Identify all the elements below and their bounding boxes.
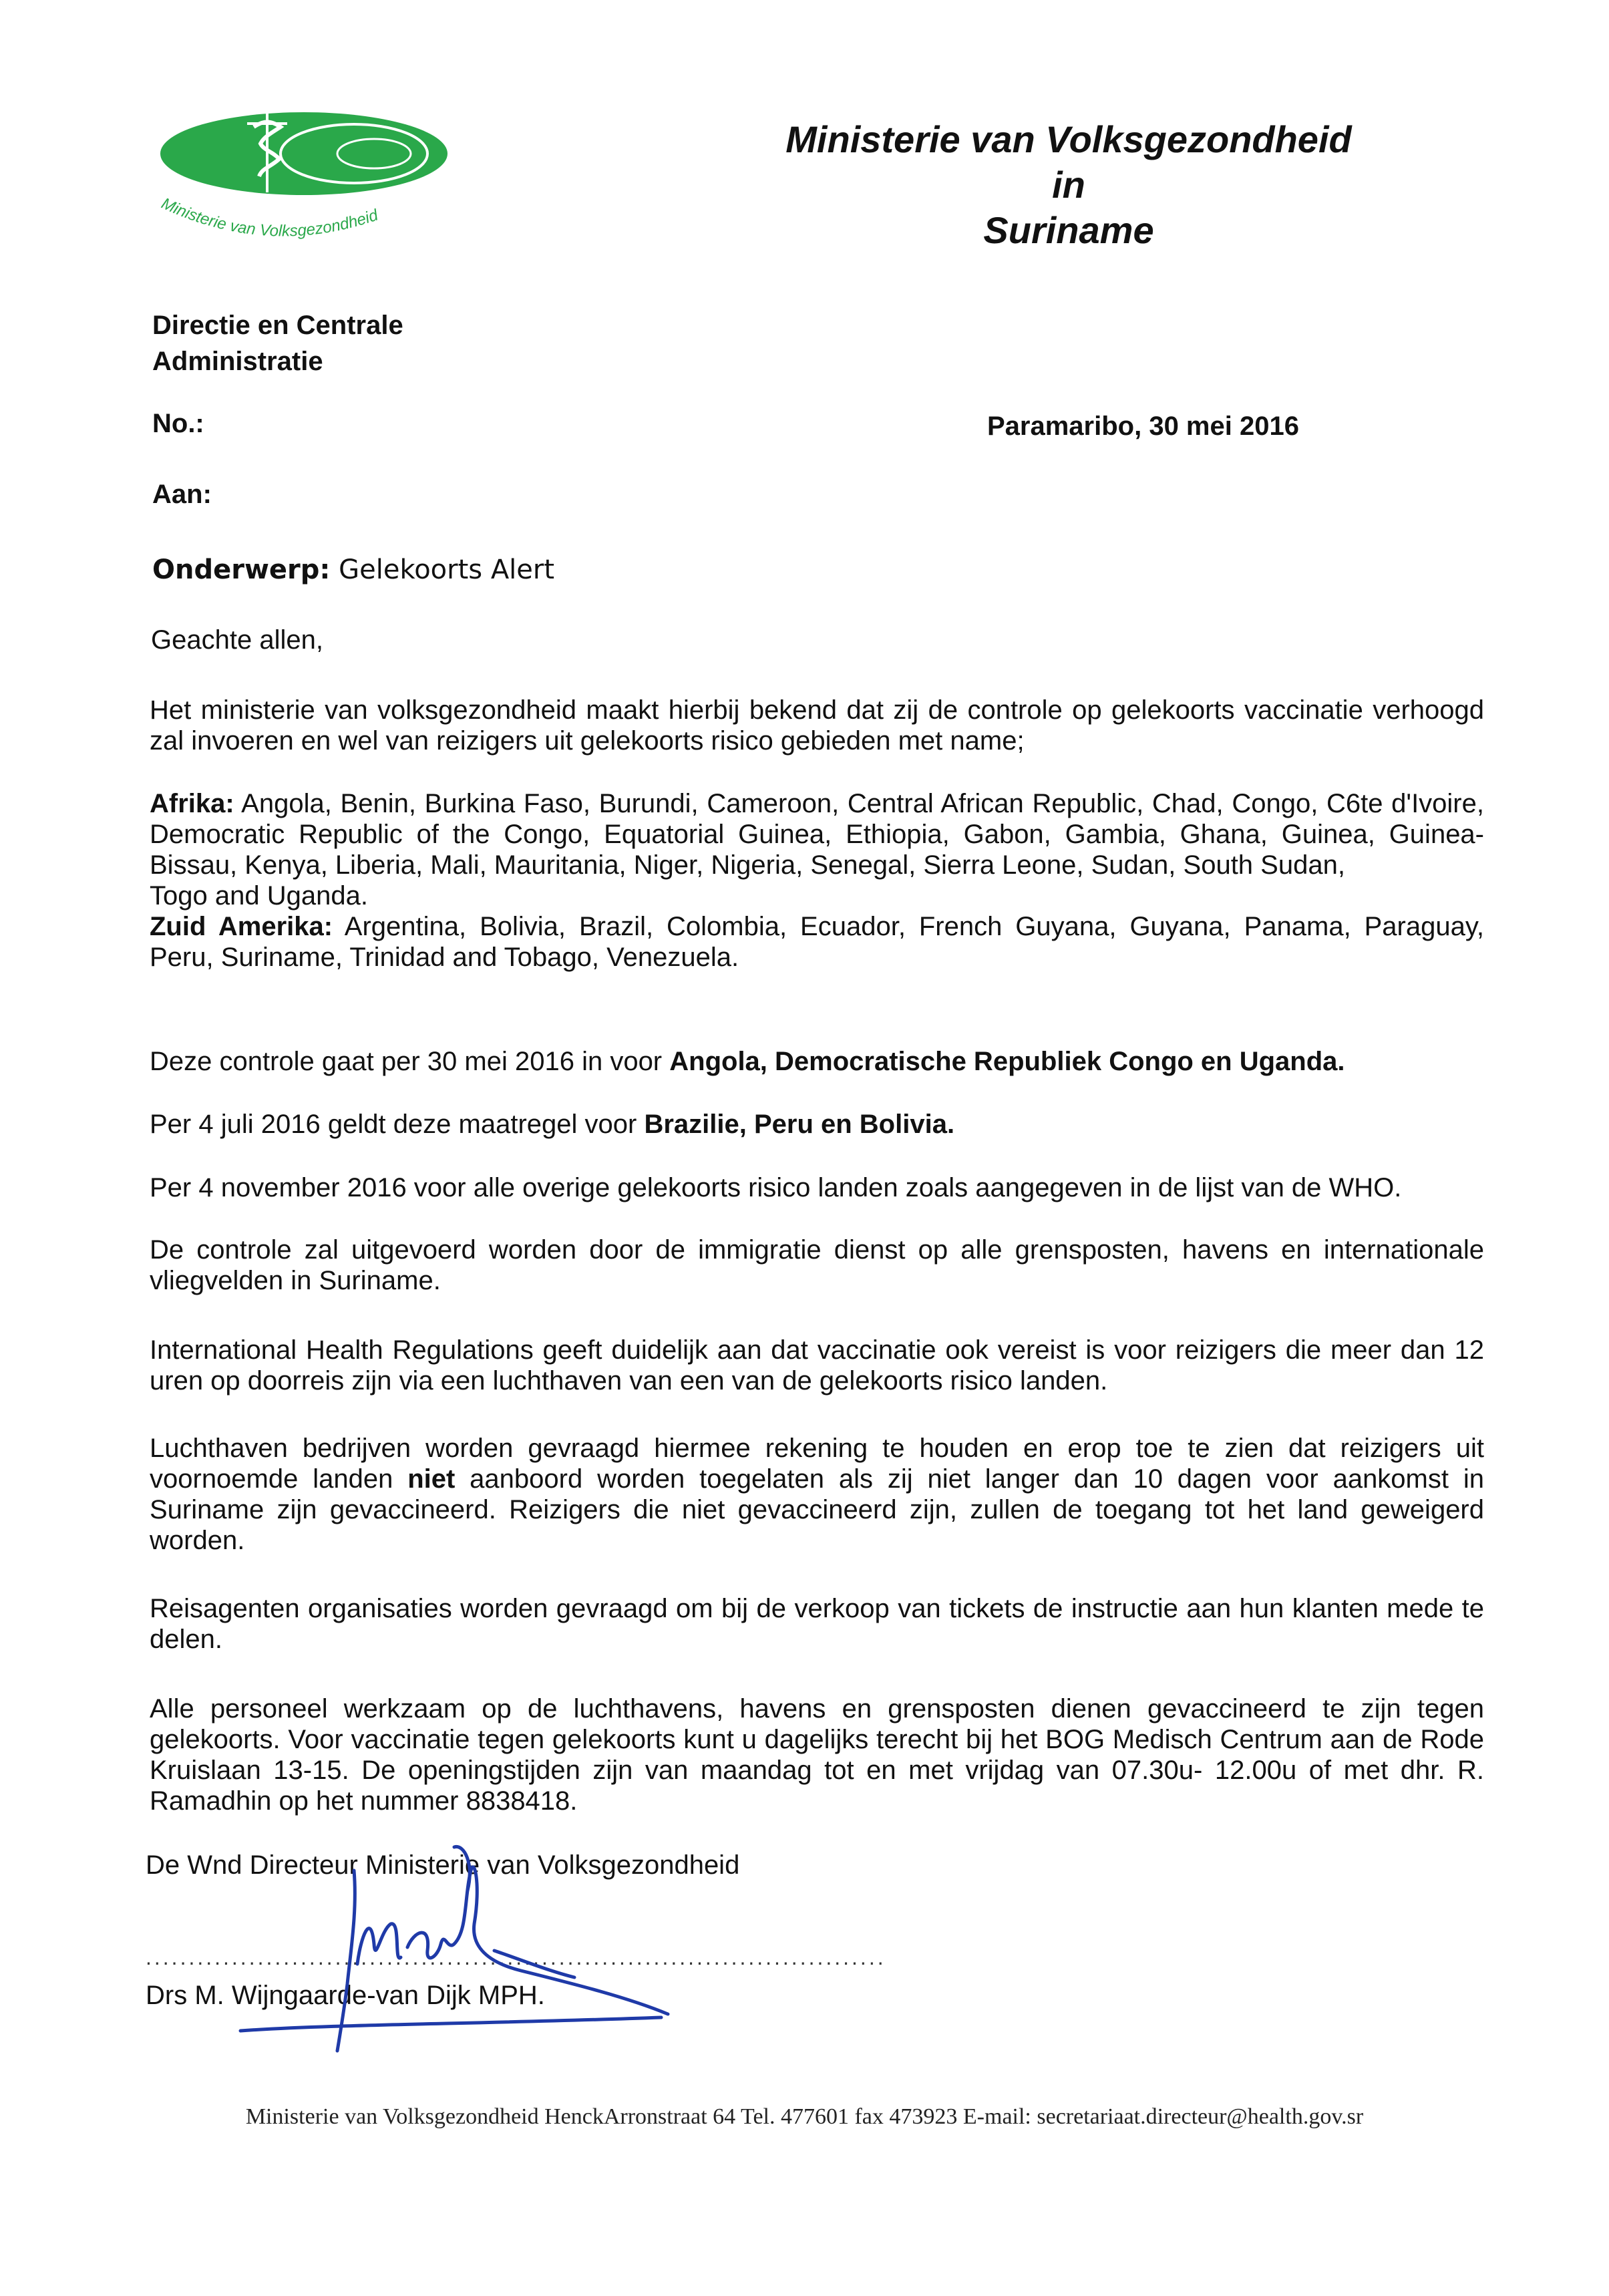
risk-regions xyxy=(150,788,1484,973)
afrika-label: Afrika: xyxy=(150,789,234,818)
paragraph-airlines xyxy=(150,1433,1484,1556)
paragraph-november-2016: Per 4 november 2016 voor alle overige gelekoorts risico landen zoals aangegeven in de lijst van de WHO. xyxy=(150,1173,1402,1202)
p2-countries: Angola, Democratische Republiek Congo en Uganda. xyxy=(669,1047,1345,1076)
p2-text: Deze controle gaat per 30 mei 2016 in voor xyxy=(150,1047,670,1076)
department-line-1: Directie en Centrale xyxy=(152,311,403,340)
zuid-amerika-list: Argentina, Bolivia, Brazil, Colombia, Ecuador, French Guyana, Guyana, Panama, Paraguay, Peru, Suriname, Trinidad and Tobago, Venezuela. xyxy=(150,912,1485,972)
signature-dotted-line: ...................................................................................... xyxy=(146,1945,886,1969)
subject-label: Onderwerp: xyxy=(152,554,331,585)
afrika-tail: Togo and Uganda. xyxy=(150,881,368,911)
closing-title: De Wnd Directeur Ministerie van Volksgezondheid xyxy=(146,1850,740,1880)
handwritten-signature xyxy=(200,1830,681,2058)
department-block xyxy=(152,307,403,379)
reference-number-label: No.: xyxy=(152,409,204,438)
logo-arc-text: Ministerie van Volksgezondheid xyxy=(158,194,381,240)
heading-line-1: Ministerie van Volksgezondheid xyxy=(785,118,1352,160)
footer-contact: Ministerie van Volksgezondheid HenckArronstraat 64 Tel. 477601 fax 473923 E-mail: secretariaat.directeur@health.gov.sr xyxy=(245,2104,1364,2129)
afrika-list: Angola, Benin, Burkina Faso, Burundi, Cameroon, Central African Republic, Chad, Congo, C6te d'Ivoire, Democratic Republic of the Congo, Equatorial Guinea, Ethiopia, Gabon, Gambia, Ghana, Guinea, Guinea-Bissau, Kenya, Liberia, Mali, Mauritania, Niger, Nigeria, Senegal, Sierra Leone, Sudan, South Sudan, xyxy=(150,789,1484,880)
afrika-paragraph xyxy=(150,788,1484,880)
zuid-amerika-label: Zuid Amerika: xyxy=(150,912,333,941)
salutation: Geachte allen, xyxy=(151,625,323,655)
subject-value: Gelekoorts Alert xyxy=(330,554,555,585)
svg-text:Ministerie van Volksgezondheid xyxy=(159,194,381,240)
p7-emphasis: niet xyxy=(407,1464,456,1494)
department-line-2: Administratie xyxy=(152,347,323,376)
p3-countries: Brazilie, Peru en Bolivia. xyxy=(644,1110,955,1139)
ministry-logo xyxy=(154,107,461,261)
recipient-label: Aan: xyxy=(152,480,212,509)
zuid-amerika-paragraph xyxy=(150,911,1484,973)
p7-text-a: Luchthaven bedrijven worden gevraagd hiermee rekening te houden en erop toe te zien dat reizigers uit voornoemde landen xyxy=(150,1434,1484,1494)
paragraph-may-2016 xyxy=(150,1046,1484,1077)
p7-text-c: aanboord worden toegelaten als zij niet langer dan 10 dagen voor aankomst in Suriname zijn gevaccineerd. Reizigers die niet gevaccineerd zijn, zullen de toegang tot het land geweigerd worden. xyxy=(150,1464,1484,1555)
subject-line xyxy=(152,554,554,585)
paragraph-travel-agents: Reisagenten organisaties worden gevraagd om bij de verkoop van tickets de instructie aan hun klanten mede te delen. xyxy=(150,1594,1484,1654)
intro-paragraph: Het ministerie van volksgezondheid maakt hierbij bekend dat zij de controle op gelekoorts vaccinatie verhoogd zal invoeren en wel van reizigers uit gelekoorts risico gebieden met name; xyxy=(150,695,1484,756)
signatory-name: Drs M. Wijngaarde-van Dijk MPH. xyxy=(146,1981,545,2010)
paragraph-immigration: De controle zal uitgevoerd worden door de immigratie dienst op alle grensposten, havens en internationale vliegvelden in Suriname. xyxy=(150,1235,1484,1295)
paragraph-ihr: International Health Regulations geeft duidelijk aan dat vaccinatie ook vereist is voor reizigers die meer dan 12 uren op doorreis zijn via een luchthaven van een van de gelekoorts risico landen. xyxy=(150,1335,1484,1396)
heading-line-2: in xyxy=(1052,164,1085,206)
place-date: Paramaribo, 30 mei 2016 xyxy=(987,412,1299,441)
p3-text: Per 4 juli 2016 geldt deze maatregel voor xyxy=(150,1110,645,1139)
ministry-heading xyxy=(735,117,1403,253)
heading-line-3: Suriname xyxy=(983,209,1154,251)
paragraph-personnel: Alle personeel werkzaam op de luchthavens, havens en grensposten dienen gevaccineerd te zijn tegen gelekoorts. Voor vaccinatie tegen gelekoorts kunt u dagelijks terecht bij het BOG Medisch Centrum aan de Rode Kruislaan 13-15. De openingstijden zijn van maandag tot en met vrijdag van 07.30u- 12.00u of met dhr. R. Ramadhin op het nummer 8838418. xyxy=(150,1694,1484,1816)
paragraph-july-2016 xyxy=(150,1109,1484,1140)
